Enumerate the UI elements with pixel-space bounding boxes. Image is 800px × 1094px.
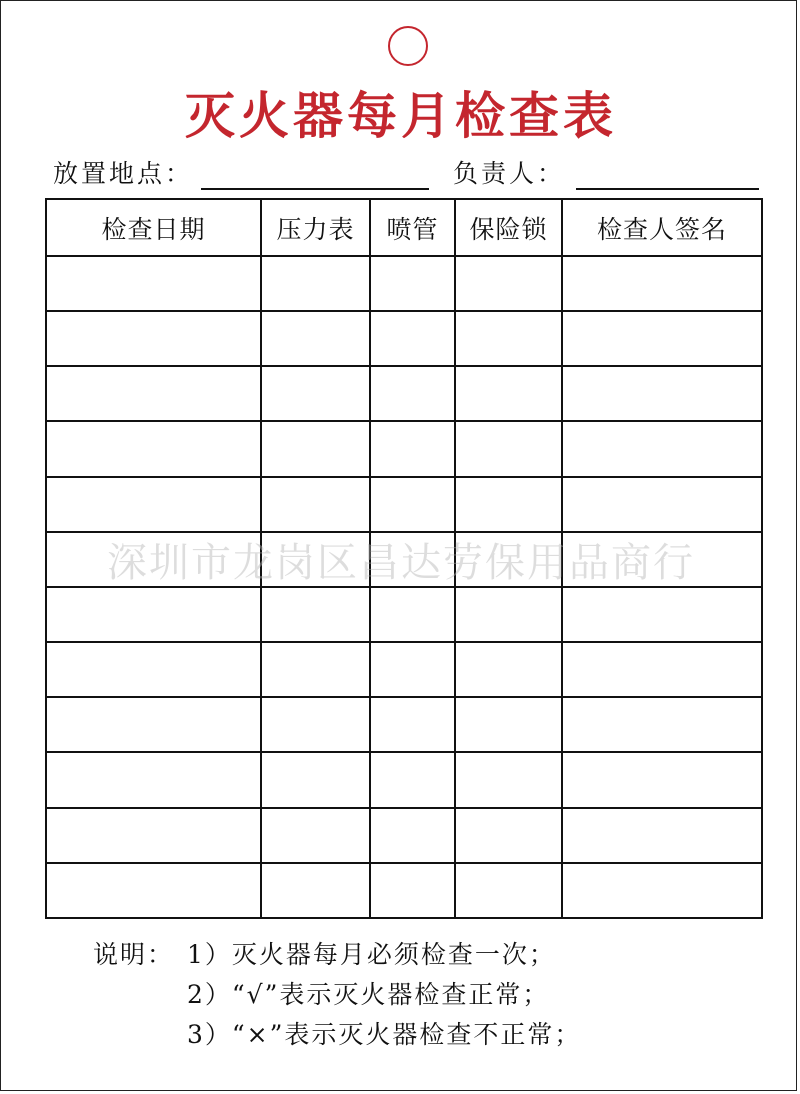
table-cell[interactable] [46,697,261,752]
table-row [46,642,762,697]
table-cell[interactable] [455,256,562,311]
table-cell[interactable] [46,366,261,421]
table-cell[interactable] [562,697,762,752]
table-cell[interactable] [261,311,370,366]
table-cell[interactable] [370,752,455,807]
table-row [46,477,762,532]
table-cell[interactable] [261,642,370,697]
note-item-1: 1）灭火器每月必须检查一次； [187,940,556,969]
table-cell[interactable] [46,587,261,642]
table-row [46,863,762,918]
table-cell[interactable] [455,311,562,366]
table-cell[interactable] [562,421,762,476]
table-cell[interactable] [370,256,455,311]
note-item-2: 2）“√”表示灭火器检查正常； [187,980,550,1009]
person-label: 负责人： [453,159,566,188]
table-cell[interactable] [562,642,762,697]
table-cell[interactable] [455,863,562,918]
table-cell[interactable] [455,752,562,807]
table-row [46,311,762,366]
notes-label: 说明： [93,940,175,969]
table-cell[interactable] [370,642,455,697]
header-nozzle: 喷管 [370,199,455,256]
table-cell[interactable] [261,477,370,532]
table-cell[interactable] [455,642,562,697]
table-cell[interactable] [46,863,261,918]
table-cell[interactable] [261,808,370,863]
note-item-3: 3）“×”表示灭火器检查不正常； [187,1020,582,1049]
table-cell[interactable] [455,808,562,863]
table-cell[interactable] [46,752,261,807]
hanging-hole-circle [388,26,428,66]
table-cell[interactable] [370,587,455,642]
table-cell[interactable] [46,808,261,863]
table-cell[interactable] [261,366,370,421]
table-cell[interactable] [455,697,562,752]
table-cell[interactable] [261,532,370,587]
table-cell[interactable] [562,587,762,642]
table-row [46,808,762,863]
table-cell[interactable] [370,808,455,863]
table-cell[interactable] [562,863,762,918]
page-title: 灭火器每月检查表 [185,87,617,145]
inspection-table [45,198,763,919]
table-cell[interactable] [455,477,562,532]
watermark-text: 深圳市龙岗区昌达劳保用品商行 [107,540,695,586]
table-cell[interactable] [370,366,455,421]
table-cell[interactable] [455,421,562,476]
table-cell[interactable] [261,421,370,476]
table-row [46,752,762,807]
table-row [46,256,762,311]
table-row [46,421,762,476]
table-cell[interactable] [370,697,455,752]
table-cell[interactable] [370,421,455,476]
table-cell[interactable] [261,863,370,918]
table-cell[interactable] [370,532,455,587]
person-field[interactable] [576,188,759,190]
table-cell[interactable] [370,863,455,918]
table-cell[interactable] [261,587,370,642]
table-cell[interactable] [46,256,261,311]
location-label: 放置地点： [53,159,194,188]
header-safety-lock: 保险锁 [455,199,562,256]
table-cell[interactable] [46,477,261,532]
table-cell[interactable] [46,642,261,697]
header-inspection-date: 检查日期 [46,199,261,256]
table-cell[interactable] [562,477,762,532]
header-inspector-signature: 检查人签名 [562,199,762,256]
table-cell[interactable] [370,477,455,532]
table-cell[interactable] [562,366,762,421]
table-cell[interactable] [370,311,455,366]
table-cell[interactable] [46,532,261,587]
table-cell[interactable] [261,752,370,807]
table-cell[interactable] [261,256,370,311]
table-row [46,587,762,642]
table-cell[interactable] [562,532,762,587]
table-cell[interactable] [46,421,261,476]
table-cell[interactable] [562,311,762,366]
table-cell[interactable] [562,256,762,311]
table-cell[interactable] [455,587,562,642]
location-field[interactable] [201,188,429,190]
table-header-row [46,199,762,256]
table-row [46,697,762,752]
table-cell[interactable] [46,311,261,366]
header-pressure-gauge: 压力表 [261,199,370,256]
table-cell[interactable] [455,532,562,587]
table-row [46,532,762,587]
table-cell[interactable] [261,697,370,752]
table-cell[interactable] [562,808,762,863]
table-row [46,366,762,421]
table-cell[interactable] [455,366,562,421]
table-cell[interactable] [562,752,762,807]
